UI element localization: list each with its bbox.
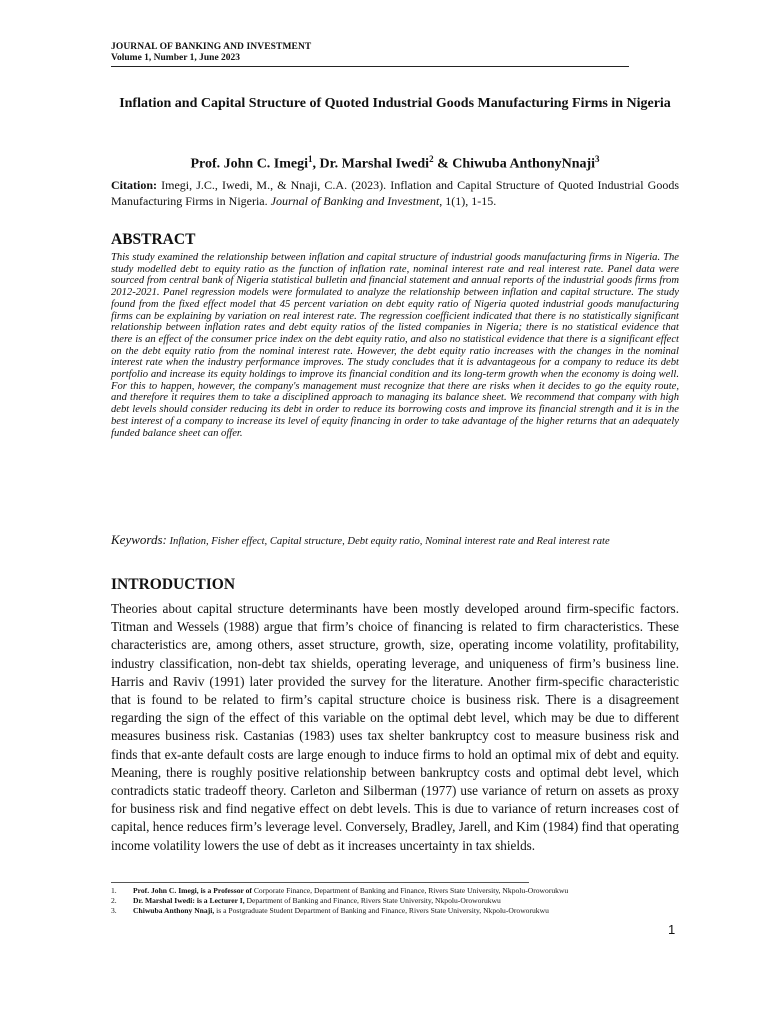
abstract-text: This study examined the relationship between inflation and capital structure of industrial goods manufacturing firms in Nigeria. The study modelled debt to equity ratio as the function of inflation rate, nominal interest rate and real interest rate. Panel data were sourced from central bank of Nigeria statistical bulletin and financial statement and annual reports of the industrial goods firms from 2012-2021. Panel regression models were formulated to analyze the relationship between inflation and capital structure. The study found from the fixed effect model that 45 percent variation on debt equity ratio of Nigeria quoted industrial goods manufacturing firms can be explaining by variation on real interest rate. The regression coefficient indicated that there is no statistically significant relationship between inflation rates and debt equity ratios of the listed companies in Nigeria; there is no statistical evidence that there is an effect of the consumer price index on the debt equity ratio, and also no statistical evidence that there is a significant effect on the debt equity ratio from the nominal interest rate. However, the debt equity ratio increases with the changes in the nominal interest rate when the industry performance improves. The study concludes that it is advantageous for a company to reduce its debt portfolio and increase its equity holdings to improve its financial condition and its long-term growth when the economy is doing well. For this to happen, however, the company's management must recognize that there are risks when it decides to go the equity route, and therefore it requires them to take a disciplined approach to managing its balance sheet. We recommend that company with high debt levels should consider reducing its debt in order to reduce its borrowing costs and improve its financial strength and it is in the best interest of a company to increase its level of equity financing in order to take advantage of the higher returns that an adequately funded balance sheet can offer. (111, 252, 679, 439)
author-affiliation-mark: 2 (429, 154, 434, 164)
author-affiliation-mark: 1 (308, 154, 313, 164)
footnote-divider (111, 882, 529, 883)
author-affiliation-mark: 3 (595, 154, 600, 164)
keywords-text: Inflation, Fisher effect, Capital structure, Debt equity ratio, Nominal interest rate and Real interest rate (169, 536, 610, 547)
footnote-text: Department of Banking and Finance, Rivers State University, Nkpolu-Oroworukwu (244, 896, 501, 906)
journal-header (111, 42, 631, 64)
footnote (111, 896, 681, 906)
author-line (111, 150, 679, 174)
footnote (111, 886, 681, 896)
keywords (111, 532, 679, 549)
footnote-bold: Dr. Marshal Iwedi: is a Lecturer I, (133, 896, 245, 906)
author-name: Prof. John C. Imegi (190, 156, 309, 172)
abstract-heading: ABSTRACT (111, 231, 196, 248)
author-name: Dr. Marshal Iwedi (319, 156, 430, 172)
footnote-text: Corporate Finance, Department of Banking and Finance, Rivers State University, Nkpolu-Oroworukwu (251, 886, 569, 895)
author-separator: & (433, 156, 453, 172)
paper-title: Inflation and Capital Structure of Quoted Industrial Goods Manufacturing Firms in Nigeria (119, 96, 671, 111)
footnotes (111, 886, 681, 917)
footnote-bold: Chiwuba Anthony Nnaji, (133, 906, 215, 916)
volume-line: Volume 1, Number 1, June 2023 (111, 53, 241, 63)
author-separator: , (312, 156, 320, 172)
page-number: 1 (668, 922, 676, 937)
footnote-number: 2. (111, 896, 117, 906)
footnote-number: 1. (111, 886, 117, 895)
header-divider (111, 66, 629, 67)
introduction-heading: INTRODUCTION (111, 576, 236, 593)
author-name: Chiwuba AnthonyNnaji (452, 156, 596, 172)
citation-text: Imegi, J.C., Iwedi, M., & Nnaji, C.A. (2023). Inflation and Capital Structure of Quoted Industrial Goods Manufacturing Firms in Nigeria. (111, 178, 679, 208)
footnote-number: 3. (111, 906, 117, 916)
journal-name: JOURNAL OF BANKING AND INVESTMENT (111, 42, 312, 52)
footnote (111, 906, 681, 916)
citation (111, 178, 679, 209)
footnote-bold: Prof. John C. Imegi, is a Professor of (133, 886, 252, 895)
introduction-text: Theories about capital structure determinants have been mostly developed around firm-specific factors. Titman and Wessels (1988) argue that firm’s choice of financing is related to firm characteristics. These characteristics are, among others, asset structure, growth, size, operating income volatility, profitability, industry classification, non-debt tax shields, operating leverage, and uniqueness of firm’s business line. Harris and Raviv (1991) later provided the survey for the literature. Another firm-specific characteristic that is found to be related to firm’s capital structure choice is business risk. There is a disagreement regarding the sign of the effect of this variable on the optimal debt level, which may be due to different measures business risk. Castanias (1983) uses tax shelter bankruptcy cost to measure business risk and finds that ex-ante default costs are large enough to induce firms to hold an optimal mix of debt and equity. Meaning, there is roughly positive relationship between bankruptcy costs and optimal debt level, which contradicts static tradeoff theory. Carleton and Silberman (1977) use variance of return on assets as proxy for business risk and find negative effect on debt levels. This is due to variance of return increases cost of capital, hence reduces firm’s leverage level. Conversely, Bradley, Jarell, and Kim (1984) find that operating income volatility lowers the use of debt as it increases uncertainty in tax shields. (111, 601, 679, 853)
citation-label: Citation: (111, 178, 157, 192)
keywords-label: Keywords: (111, 532, 167, 547)
footnote-text: is a Postgraduate Student Department of Banking and Finance, Rivers State University, Nkpolu-Oroworukwu (214, 906, 549, 916)
citation-tail: , 1(1), 1-15. (439, 193, 497, 208)
citation-journal: Journal of Banking and Investment (270, 193, 440, 208)
